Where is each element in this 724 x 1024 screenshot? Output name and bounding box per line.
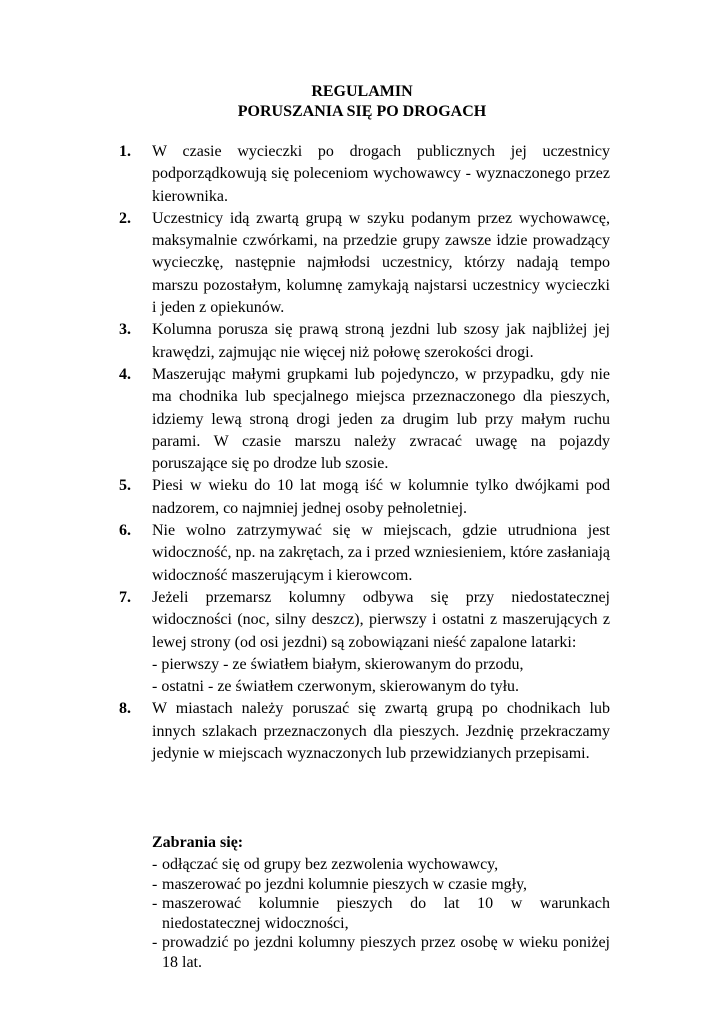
rules-list xyxy=(119,141,610,765)
rule-text: Kolumna porusza się prawą stroną jezdni lub szosy jak najbliżej jej krawędzi, zajmując nie więcej niż połowę szerokości drogi. xyxy=(152,321,610,361)
prohibition-text: maszerować po jezdni kolumnie pieszych w czasie mgły, xyxy=(162,875,528,893)
rule-item xyxy=(119,587,610,698)
rule-number: 2. xyxy=(119,209,131,227)
prohibitions-heading: Zabrania się: xyxy=(152,834,244,851)
rule-number: 1. xyxy=(119,143,131,160)
rule-text: W czasie wycieczki po drogach publicznych jej uczestnicy podporządkowują się poleceniom wychowawcy - wyznaczonego przez kierownika. xyxy=(152,143,610,205)
rule-item xyxy=(119,698,610,765)
rule-subitem: - ostatni - ze światłem czerwonym, skierowanym do tyłu. xyxy=(152,678,520,696)
dash-marker: - xyxy=(152,875,158,893)
rule-number: 4. xyxy=(119,365,131,383)
dash-marker: - xyxy=(152,895,158,912)
rule-text: W miastach należy poruszać się zwartą grupą po chodnikach lub innych szlakach przeznaczonych dla pieszych. Jezdnię przekraczamy jedynie w miejscach wyznaczonych lub przewidzianych przepisami. xyxy=(152,700,610,763)
prohibitions-section xyxy=(152,832,610,972)
rule-number: 8. xyxy=(119,700,131,718)
rule-item xyxy=(119,364,610,475)
prohibition-item xyxy=(152,894,610,933)
rule-number: 3. xyxy=(119,321,131,339)
rule-subitem: - pierwszy - ze światłem białym, skierowanym do przodu, xyxy=(152,655,524,673)
rule-text: Maszerując małymi grupkami lub pojedynczo, w przypadku, gdy nie ma chodnika lub specjalnego miejsca przeznaczonego dla pieszych, idziemy lewą stroną drogi jeden za drugim lub przy małym ruchu parami. W czasie marszu należy zwracać uwagę na pojazdy poruszające się po drodze lub szosie. xyxy=(152,365,610,473)
rule-number: 6. xyxy=(119,522,131,540)
rule-text: Nie wolno zatrzymywać się w miejscach, gdzie utrudniona jest widoczność, np. na zakrętach, za i przed wzniesieniem, które zasłaniają widoczność maszerującym i kierowcom. xyxy=(152,522,611,584)
rule-item xyxy=(119,520,610,587)
rule-item xyxy=(119,141,610,208)
prohibition-text: prowadzić po jezdni kolumny pieszych przez osobę w wieku poniżej 18 lat. xyxy=(162,934,610,971)
rule-item xyxy=(119,208,610,319)
rule-number: 5. xyxy=(119,477,131,495)
rule-item xyxy=(119,475,610,520)
document-title: REGULAMIN xyxy=(311,83,413,100)
prohibition-item xyxy=(152,855,610,875)
prohibition-text: odłączać się od grupy bez zezwolenia wychowawcy, xyxy=(162,856,499,873)
dash-marker: - xyxy=(152,934,158,951)
prohibition-item xyxy=(152,875,610,895)
document-subtitle: PORUSZANIA SIĘ PO DROGACH xyxy=(237,103,487,120)
prohibition-item xyxy=(152,933,610,972)
dash-marker: - xyxy=(152,856,158,873)
rule-number: 7. xyxy=(119,588,131,606)
prohibition-text: maszerować kolumnie pieszych do lat 10 w warunkach niedostatecznej widoczności, xyxy=(162,895,610,932)
rule-item xyxy=(119,319,610,364)
rule-text: Uczestnicy idą zwartą grupą w szyku podanym przez wychowawcę, maksymalnie czwórkami, na przedzie grupy zawsze idzie prowadzący wycieczkę, następnie najmłodsi uczestnicy, którzy nadają tempo marszu pozostałym, kolumnę zamykają najstarsi uczestnicy wycieczki i jeden z opiekunów. xyxy=(152,209,610,317)
rule-text: Piesi w wieku do 10 lat mogą iść w kolumnie tylko dwójkami pod nadzorem, co najmniej jednej osoby pełnoletniej. xyxy=(152,477,610,517)
rule-text: Jeżeli przemarsz kolumny odbywa się przy niedostatecznej widoczności (noc, silny deszcz), pierwszy i ostatni z maszerujących z lewej strony (od osi jezdni) są zobowiązani nieść zapalone latarki: xyxy=(152,588,610,651)
